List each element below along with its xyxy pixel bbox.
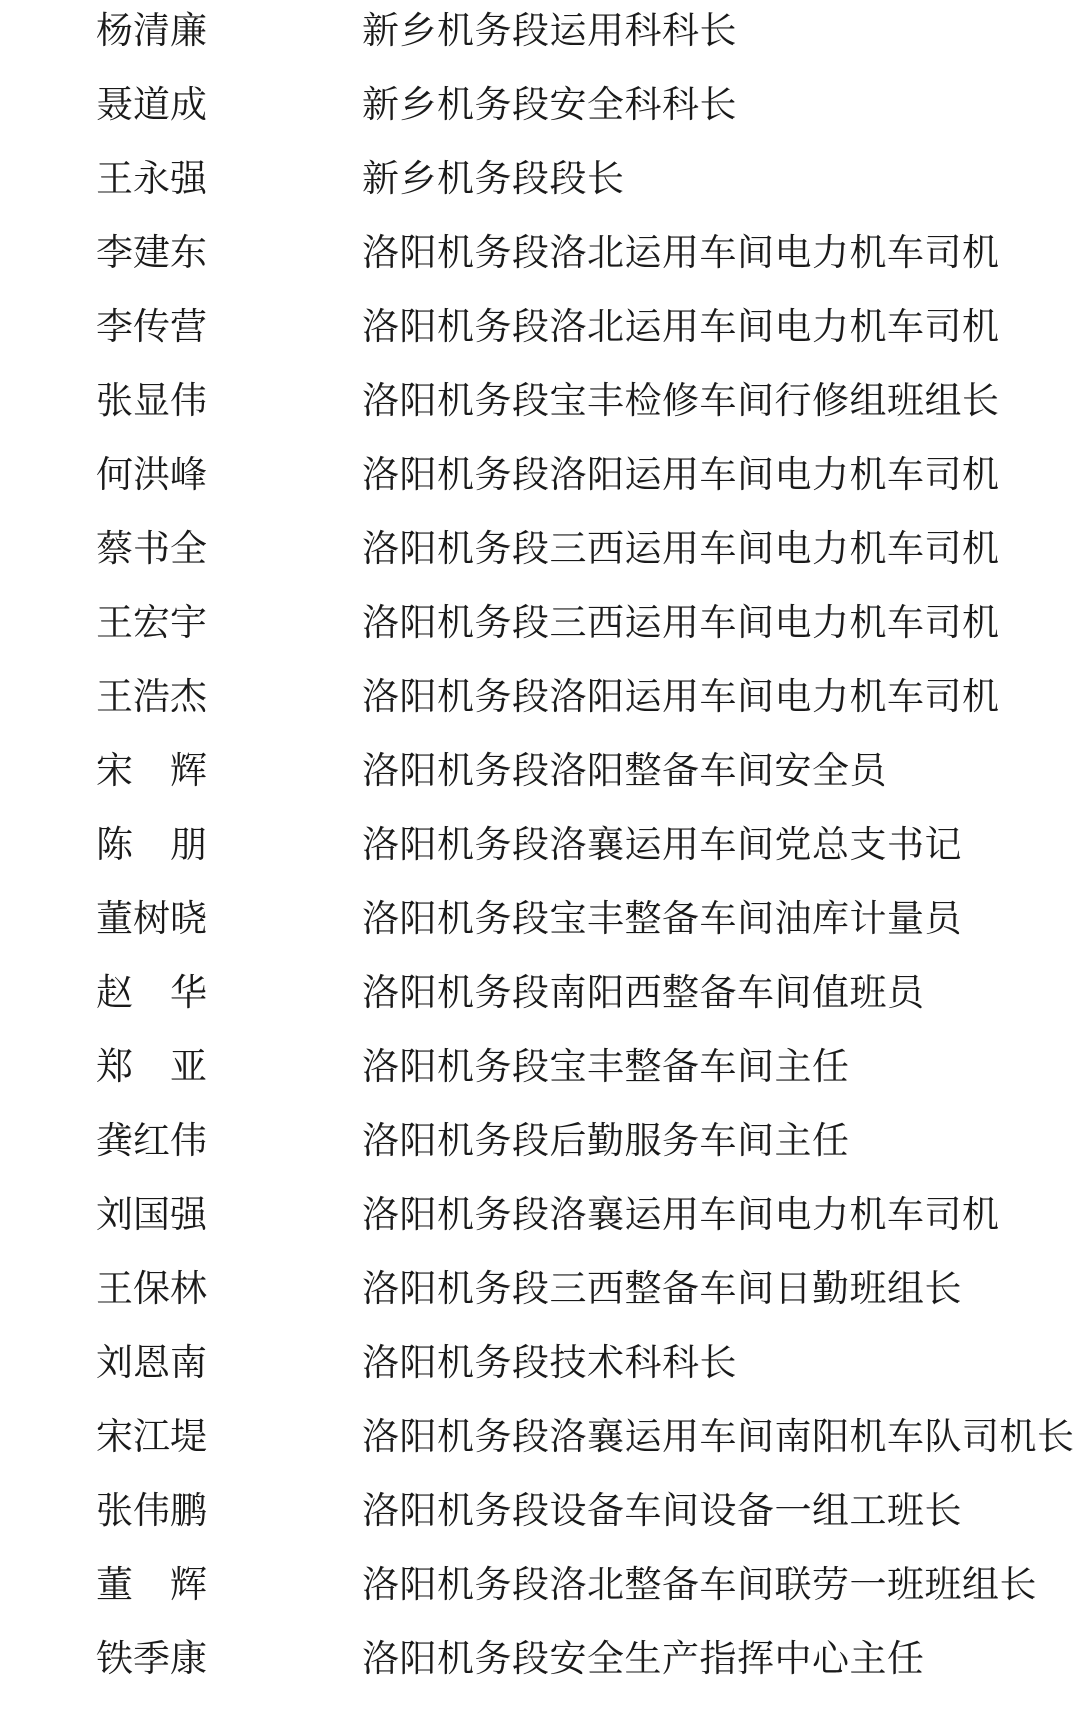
list-item (0, 1030, 1080, 1104)
person-name: 铁季康 (96, 1637, 207, 1680)
person-name: 何洪峰 (96, 453, 207, 496)
person-title: 洛阳机务段洛北运用车间电力机车司机 (362, 231, 1000, 274)
list-item (0, 1252, 1080, 1326)
list-item (0, 0, 1080, 68)
list-item (0, 216, 1080, 290)
list-item (0, 808, 1080, 882)
person-title: 洛阳机务段设备车间设备一组工班长 (362, 1489, 962, 1532)
list-item (0, 68, 1080, 142)
person-name: 刘恩南 (96, 1341, 207, 1384)
person-name: 龚红伟 (96, 1119, 207, 1162)
person-title: 洛阳机务段宝丰整备车间主任 (362, 1045, 850, 1088)
person-title: 洛阳机务段洛阳运用车间电力机车司机 (362, 453, 1000, 496)
person-title: 新乡机务段段长 (362, 157, 625, 200)
person-name: 刘国强 (96, 1193, 207, 1236)
person-title: 洛阳机务段后勤服务车间主任 (362, 1119, 850, 1162)
person-title: 洛阳机务段洛北运用车间电力机车司机 (362, 305, 1000, 348)
list-item (0, 1548, 1080, 1622)
person-title: 洛阳机务段技术科科长 (362, 1341, 737, 1384)
person-title: 洛阳机务段三西整备车间日勤班组长 (362, 1267, 962, 1310)
person-name: 赵华 (96, 971, 244, 1014)
person-title: 洛阳机务段洛襄运用车间电力机车司机 (362, 1193, 1000, 1236)
person-name: 杨清廉 (96, 9, 207, 52)
person-name: 张伟鹏 (96, 1489, 207, 1532)
person-name: 宋江堤 (96, 1415, 207, 1458)
person-title: 洛阳机务段三西运用车间电力机车司机 (362, 527, 1000, 570)
person-title: 洛阳机务段南阳西整备车间值班员 (362, 971, 925, 1014)
person-name: 董树晓 (96, 897, 207, 940)
person-name: 王宏宇 (96, 601, 207, 644)
list-item (0, 438, 1080, 512)
list-item (0, 586, 1080, 660)
person-title: 洛阳机务段洛北整备车间联劳一班班组长 (362, 1563, 1037, 1606)
person-name: 王永强 (96, 157, 207, 200)
person-name: 陈朋 (96, 823, 244, 866)
list-item (0, 1104, 1080, 1178)
list-item (0, 956, 1080, 1030)
person-name: 蔡书全 (96, 527, 207, 570)
list-item (0, 1178, 1080, 1252)
list-item (0, 364, 1080, 438)
person-title: 洛阳机务段洛阳整备车间安全员 (362, 749, 887, 792)
list-item (0, 512, 1080, 586)
list-item (0, 734, 1080, 808)
person-name: 李建东 (96, 231, 207, 274)
person-title: 洛阳机务段安全生产指挥中心主任 (362, 1637, 925, 1680)
person-name: 王保林 (96, 1267, 207, 1310)
person-title: 新乡机务段安全科科长 (362, 83, 737, 126)
list-item (0, 1474, 1080, 1548)
list-item (0, 1326, 1080, 1400)
person-name: 聂道成 (96, 83, 207, 126)
list-item (0, 882, 1080, 956)
person-title: 洛阳机务段宝丰整备车间油库计量员 (362, 897, 962, 940)
person-title: 新乡机务段运用科科长 (362, 9, 737, 52)
person-name: 王浩杰 (96, 675, 207, 718)
person-title: 洛阳机务段洛襄运用车间南阳机车队司机长 (362, 1415, 1075, 1458)
person-name: 董辉 (96, 1563, 244, 1606)
person-name: 郑亚 (96, 1045, 244, 1088)
person-name: 宋辉 (96, 749, 244, 792)
person-name: 李传营 (96, 305, 207, 348)
person-title: 洛阳机务段宝丰检修车间行修组班组长 (362, 379, 1000, 422)
list-item (0, 142, 1080, 216)
list-item (0, 660, 1080, 734)
person-title: 洛阳机务段洛阳运用车间电力机车司机 (362, 675, 1000, 718)
person-title: 洛阳机务段三西运用车间电力机车司机 (362, 601, 1000, 644)
person-name: 张显伟 (96, 379, 207, 422)
list-item (0, 1400, 1080, 1474)
list-item (0, 290, 1080, 364)
person-title: 洛阳机务段洛襄运用车间党总支书记 (362, 823, 962, 866)
list-item (0, 1622, 1080, 1696)
